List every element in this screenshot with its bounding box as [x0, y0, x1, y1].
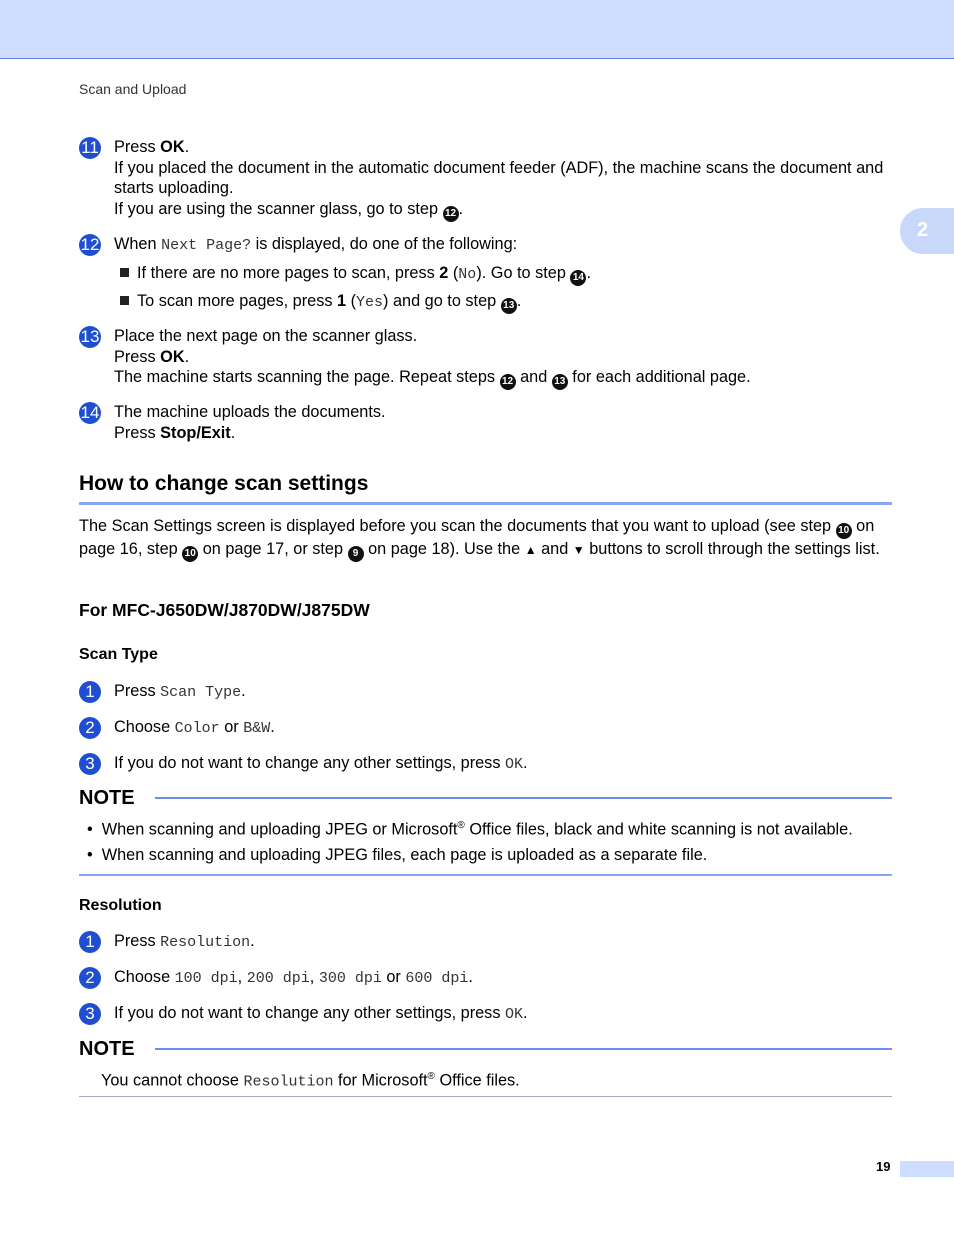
step-text: If you placed the document in the automatic document feeder (ADF), the machine scans the document and starts uploading. — [114, 158, 884, 197]
step-13: 13 Place the next page on the scanner glass. Press OK. The machine starts scanning the page. Repeat steps 12 and 13 for each additional page. — [79, 326, 894, 390]
bullet-item: If there are no more pages to scan, press 2 (No). Go to step 14 . — [120, 263, 591, 286]
step-ref-icon[interactable]: 12 — [443, 206, 459, 222]
chapter-tab[interactable] — [900, 208, 954, 254]
resolution-step-3: 3 If you do not want to change any other settings, press OK. — [79, 1003, 894, 1026]
resolution-step-1: 1 Press Resolution. — [79, 931, 894, 954]
resolution-step-2: 2 Choose 100 dpi, 200 dpi, 300 dpi or 600 dpi. — [79, 967, 894, 990]
step-ref-icon[interactable]: 14 — [570, 270, 586, 286]
step-ref-icon[interactable]: 13 — [501, 298, 517, 314]
header-band — [0, 0, 954, 59]
square-bullet-icon — [120, 268, 129, 277]
square-bullet-icon — [120, 296, 129, 305]
step-11: 11 Press OK. If you placed the document in the automatic document feeder (ADF), the machine scans the document and starts uploading. If you are using the scanner glass, go to step 12 . — [79, 137, 894, 222]
step-number: 2 — [79, 967, 101, 989]
model-heading: For MFC-J650DW/J870DW/J875DW — [79, 600, 370, 620]
step-number: 11 — [79, 137, 101, 159]
step-number: 13 — [80, 327, 100, 346]
note-item: • When scanning and uploading JPEG files, each page is uploaded as a separate file. — [87, 846, 708, 864]
step-ref-icon[interactable]: 13 — [552, 374, 568, 390]
scan-type-step-3: 3 If you do not want to change any other settings, press OK. — [79, 753, 894, 776]
scan-type-heading: Scan Type — [79, 646, 158, 663]
running-title: Scan and Upload — [79, 81, 187, 97]
step-number: 1 — [79, 681, 101, 703]
note-item: You cannot choose Resolution for Microsoft® Office files. — [101, 1071, 520, 1091]
step-number: 3 — [79, 753, 101, 775]
note-item: • When scanning and uploading JPEG or Microsoft® Office files, black and white scanning is not available. — [87, 820, 853, 839]
note-bottom-rule — [79, 1096, 892, 1097]
down-arrow-icon: ▼ — [572, 543, 585, 557]
scan-type-step-1: 1 Press Scan Type. — [79, 681, 894, 704]
note-label: NOTE — [79, 1038, 135, 1060]
note-divider — [155, 797, 892, 799]
section-divider — [79, 502, 892, 505]
step-number: 14 — [80, 403, 100, 422]
step-ref-icon[interactable]: 10 — [836, 523, 852, 539]
step-number: 1 — [79, 931, 101, 953]
section-title: How to change scan settings — [79, 472, 369, 495]
step-ref-icon[interactable]: 10 — [182, 546, 198, 562]
chapter-number: 2 — [917, 219, 929, 241]
intro-paragraph: The Scan Settings screen is displayed before you scan the documents that you want to upload (see step 10 on page 16, step 10 on page 17, or step 9 on page 18). Use the ▲ and ▼ buttons to scroll through the settings list. — [79, 516, 894, 562]
up-arrow-icon: ▲ — [524, 543, 537, 557]
step-14: 14 The machine uploads the documents. Press Stop/Exit. — [80, 403, 386, 442]
note-bottom-rule — [79, 874, 892, 876]
step-number: 12 — [80, 235, 100, 254]
scan-type-step-2: 2 Choose Color or B&W. — [79, 717, 894, 740]
resolution-heading: Resolution — [79, 897, 162, 914]
page-number: 19 — [876, 1159, 891, 1174]
note-label: NOTE — [79, 787, 135, 809]
step-ref-icon[interactable]: 9 — [348, 546, 364, 562]
bullet-item: To scan more pages, press 1 (Yes) and go to step 13 . — [120, 291, 521, 314]
step-12: 12 When Next Page? is displayed, do one of the following: — [80, 235, 518, 254]
step-number: 2 — [79, 717, 101, 739]
step-ref-icon[interactable]: 12 — [500, 374, 516, 390]
page-number-bar — [900, 1161, 954, 1177]
note-divider — [155, 1048, 892, 1050]
step-number: 3 — [79, 1003, 101, 1025]
